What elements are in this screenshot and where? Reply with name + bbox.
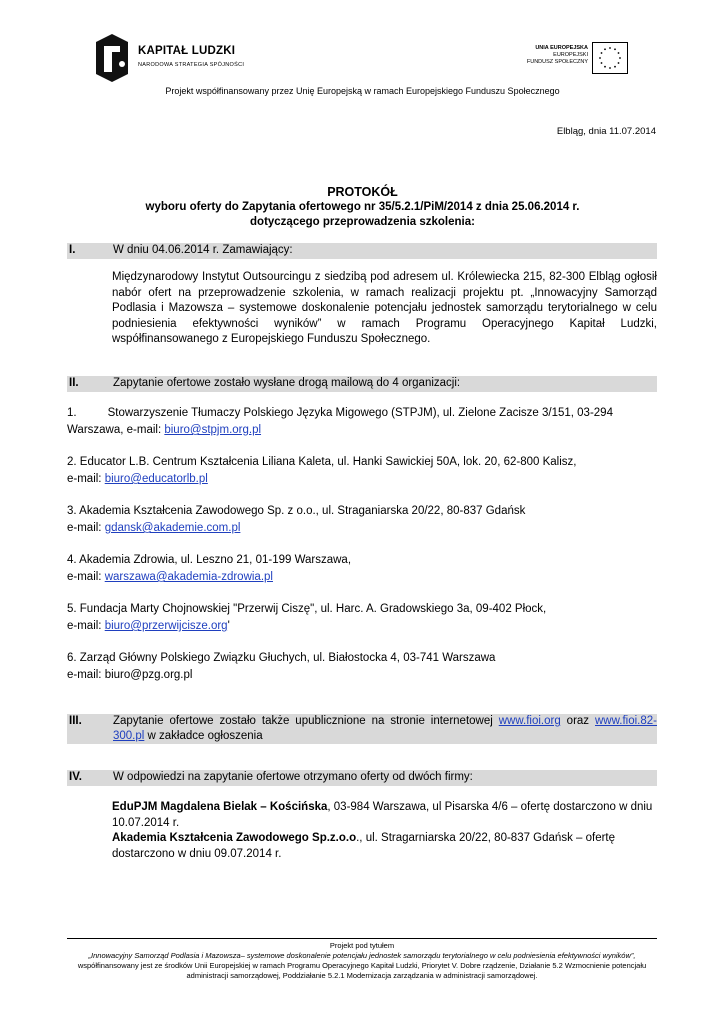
section-4-number: IV. [69,771,83,783]
offer-list [112,800,657,862]
org-contact [67,422,657,439]
eu-label-line2: EUROPEJSKI [553,52,588,58]
footer-project-title: „Innowacyjny Samorząd Podlasia i Mazowsza– systemowe doskonalenie potencjału jednostek samorządu terytorialnego w celu podniesienia efektywności wyników”, [88,951,636,960]
website-link-fioi[interactable]: www.fioi.org [498,715,561,727]
offer-1-name: EduPJM Magdalena Bielak – Kościńska [112,801,328,813]
org-suffix: ' [227,620,230,632]
org-contact [67,618,657,635]
title-line3: dotyczącego przeprowadzenia szkolenia: [250,216,475,228]
org-item-5 [67,601,657,635]
document-title [0,185,725,230]
footer-funding: współfinansowany jest ze środków Unii Europejskiej w ramach Programu Operacyjnego Kapitał Ludzki, Priorytet V. Dobre rządzenie, Działanie 5.2 Wzmocnienie potencjału administracji samorządowej, Poddziałanie 5.2.1 Modernizacja zarządzania w administracji samorządowej. [77,961,647,980]
section-1-number: I. [69,244,76,256]
org-line2: e-mail: [67,473,105,485]
offer-1-details: , 03-984 Warszawa, ul Pisarska 4/6 – ofertę dostarczono w dniu 10.07.2014 r. [112,801,653,829]
org-line1: 6. Zarząd Główny Polskiego Związku Głuchych, ul. Białostocka 4, 03-741 Warszawa [67,652,496,664]
email-link[interactable]: gdansk@akademie.com.pl [104,522,241,534]
section-3 [67,714,657,744]
org-line [67,405,657,422]
org-line2: e-mail: [67,571,105,583]
cofinancing-note: Projekt współfinansowany przez Unię Europejską w ramach Europejskiego Funduszu Społecznego [165,86,560,96]
footer-text [67,951,657,981]
eu-flag-icon [592,42,628,74]
email-link[interactable]: biuro@educatorlb.pl [104,473,208,485]
section-4-title: W odpowiedzi na zapytanie ofertowe otrzymano oferty od dwóch firmy: [113,771,473,783]
org-contact [67,471,657,488]
section-4-heading [67,770,657,786]
footer-line1: Projekt pod tytułem [329,941,395,950]
section-2-number: II. [69,377,79,389]
section-3-text [113,714,657,744]
section-1-title: W dniu 04.06.2014 r. Zamawiający: [113,244,293,256]
org-line1: Stowarzyszenie Tłumaczy Polskiego Języka Migowego (STPJM), ul. Zielone Zacisze 3/151, 03-294 [107,407,613,419]
section-3-text-c: w zakładce ogłoszenia [144,730,263,742]
org-line2: e-mail: [67,522,105,534]
title-line2: wyboru oferty do Zapytania ofertowego nr 35/5.2.1/PiM/2014 z dnia 25.06.2014 r. [145,201,580,213]
org-line1: 5. Fundacja Marty Chojnowskiej "Przerwij Ciszę", ul. Harc. A. Gradowskiego 3a, 09-402 Płock, [67,603,547,615]
org-contact [67,569,657,586]
logo-subtitle: NARODOWA STRATEGIA SPÓJNOŚCI [138,62,245,68]
offer-2-name: Akademia Kształcenia Zawodowego Sp.z.o.o [112,832,357,844]
eu-label [476,45,588,66]
offer-item-1 [112,800,657,831]
email-link[interactable]: biuro@przerwijcisze.org [104,620,228,632]
eu-label-line3: FUNDUSZ SPOŁECZNY [526,59,588,65]
email-link[interactable]: warszawa@akademia-zdrowia.pl [104,571,273,583]
org-contact [67,520,657,537]
logo-title: KAPITAŁ LUDZKI [138,45,236,57]
section-1-body: Międzynarodowy Instytut Outsourcingu z siedzibą pod adresem ul. Królewiecka 215, 82-300 Elbląg ogłosił nabór ofert na przeprowadzenie szkolenia, w ramach realizacji projektu pt. „Innowacyjny Samorząd Podlasia i Mazowsza – systemowe doskonalenie potencjału jednostek samorządu terytorialnego w celu podniesienia efektywności wyników” w ramach Programu Operacyjnego Kapitał Ludzki, współfinansowanego z Europejskiego Funduszu Społecznego. [112,271,657,345]
footer [67,941,657,981]
org-item-4 [67,552,657,586]
kapital-ludzki-logo-icon [92,32,132,84]
org-item-3 [67,503,657,537]
org-number: 1. [67,407,77,419]
document-date: Elbląg, dnia 11.07.2014 [556,126,656,137]
website-link-fioi-82-300[interactable]: www.fioi.82-300.pl [113,715,657,742]
section-2-title: Zapytanie ofertowe zostało wysłane drogą mailową do 4 organizacji: [113,377,461,389]
org-line1: 3. Akademia Kształcenia Zawodowego Sp. z o.o., ul. Straganiarska 20/22, 80-837 Gdańsk [67,505,526,517]
org-line2: e-mail: biuro@pzg.org.pl [67,669,193,681]
email-link[interactable]: biuro@stpjm.org.pl [164,424,262,436]
section-3-text-b: oraz [560,715,595,727]
org-item-1 [67,405,657,439]
section-1-heading [67,243,657,259]
offer-item-2 [112,831,657,862]
section-2-heading [67,376,657,392]
org-line2: Warszawa, e-mail: [67,424,165,436]
title-line1: PROTOKÓŁ [327,185,398,199]
section-3-number: III. [69,715,82,727]
org-item-6 [67,650,657,684]
offer-2-details: ., ul. Stragarniarska 20/22, 80-837 Gdańsk – ofertę dostarczono w dniu 09.07.2014 r. [112,832,616,860]
footer-divider [67,938,657,939]
org-line1: 2. Educator L.B. Centrum Kształcenia Liliana Kaleta, ul. Hanki Sawickiej 50A, lok. 20, 62-800 Kalisz, [67,456,577,468]
org-line1: 4. Akademia Zdrowia, ul. Leszno 21, 01-199 Warszawa, [67,554,352,566]
section-3-text-a: Zapytanie ofertowe zostało także upublicznione na stronie internetowej [113,715,499,727]
org-item-2 [67,454,657,488]
org-line2: e-mail: [67,620,105,632]
eu-label-line1: UNIA EUROPEJSKA [535,45,588,51]
